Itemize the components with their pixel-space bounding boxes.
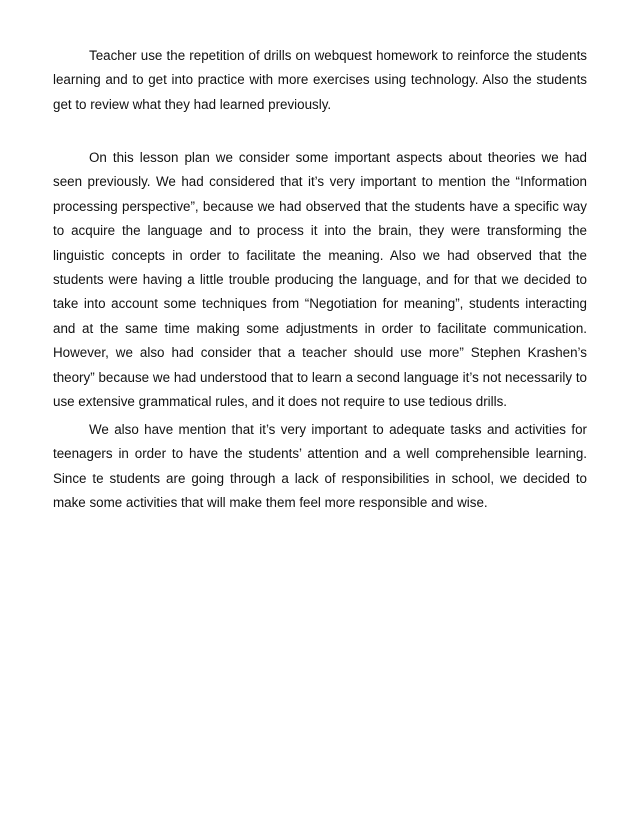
paragraph-theories: On this lesson plan we consider some important aspects about theories we had seen previously. We had considered that it’s very important to mention the “Information processing perspective”, because we had observed that the students have a specific way to acquire the language and to process it into the brain, they were transforming the linguistic concepts in order to facilitate the meaning. Also we had observed that the students were having a little trouble producing the language, and for that we decided to take into account some techniques from “Negotiation for meaning”, students interacting and at the same time making some adjustments in order to facilitate communication. However, we also had consider that a teacher should use more” Stephen Krashen’s theory” because we had understood that to learn a second language it’s not necessarily to use extensive grammatical rules, and it does not require to use tedious drills. <box>53 150 587 410</box>
paragraph-tasks: We also have mention that it’s very important to adequate tasks and activities for teenagers in order to have the students’ attention and a well comprehensible learning. Since te students are going through a lack of responsibilities in school, we decided to make some activities that will make them feel more responsible and wise. <box>53 422 587 511</box>
paragraph-drills: Teacher use the repetition of drills on webquest homework to reinforce the students learning and to get into practice with more exercises using technology. Also the students get to review what they had learned previously. <box>53 48 587 112</box>
